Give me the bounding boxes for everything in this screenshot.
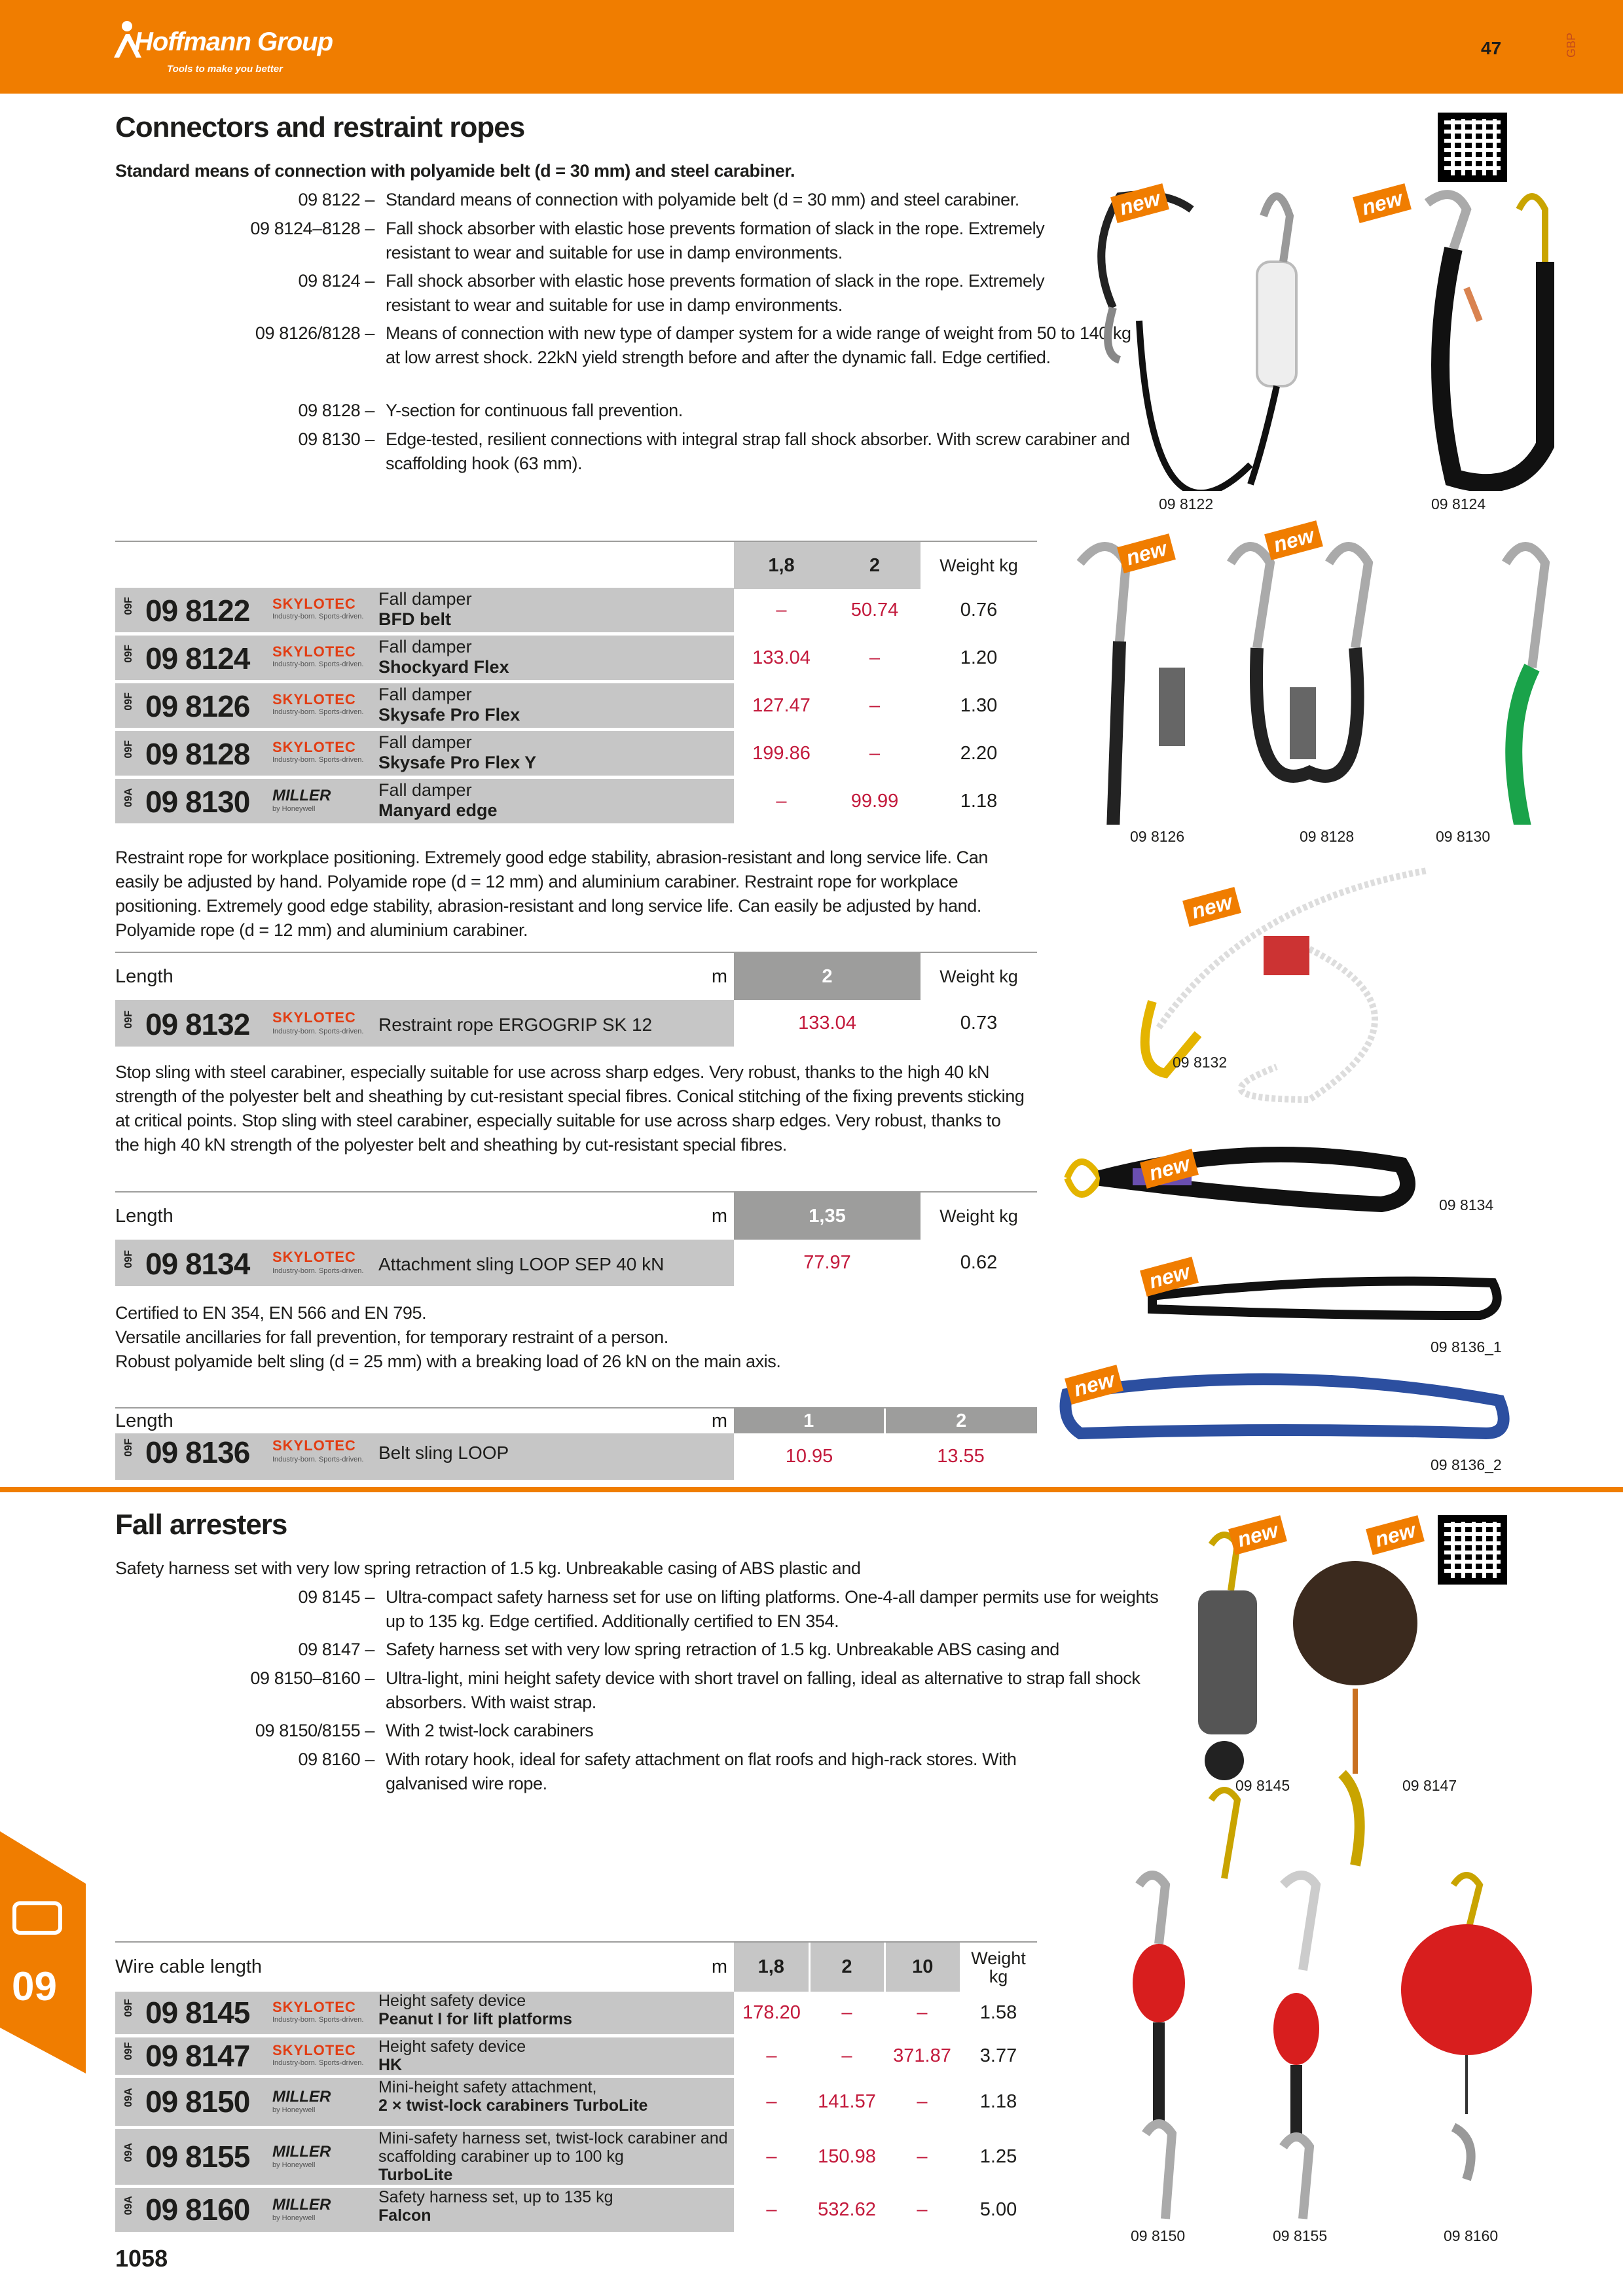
- product-table-restraint: [115, 953, 1037, 1048]
- item-text: With 2 twist-lock carabiners: [386, 1721, 594, 1740]
- article-number: 09 8128: [145, 737, 250, 771]
- product-description: Mini-safety harness set, twist-lock carabiner and scaffolding carabiner up to 100 kg TurboLite: [378, 2129, 728, 2184]
- brand-name: Hoffmann Group: [134, 27, 333, 56]
- product-image-restraint-rope: [1113, 851, 1506, 1113]
- price: –: [766, 2199, 777, 2220]
- col-label: Length: [115, 1205, 173, 1227]
- product-description: Fall damper BFD belt: [378, 589, 472, 629]
- region-code: 09F: [123, 692, 134, 711]
- brand-logo: MILLER: [272, 2087, 331, 2106]
- price: –: [917, 2199, 928, 2220]
- region-code: 09F: [123, 740, 134, 759]
- col-header-weight: Weight kg: [939, 556, 1018, 575]
- image-caption: 09 8128: [1300, 828, 1355, 845]
- brand-block: [272, 787, 331, 813]
- product-description: Fall damper Skysafe Pro Flex: [378, 685, 520, 725]
- product-description: Fall damper Shockyard Flex: [378, 637, 509, 677]
- image-caption: 09 8150: [1131, 2227, 1186, 2244]
- product-image-attachment-sling: [1054, 1139, 1421, 1224]
- brand-block: [272, 739, 363, 764]
- stop-sling-text: Stop sling with steel carabiner, especially suitable for use across sharp edges. Very robust, thanks to the high 40 kN strength of the polyester belt and sheathing by cut-resistant special fibres. Conical stitching of the fixing prevents sticking at critical points. Stop sling with steel carabiner, especially suitable for use across sharp edges. Very robust, thanks to the high 40 kN strength of the polyester belt and sheathing by cut-resistant special fibres.: [115, 1062, 1025, 1155]
- article-number: 09 8145: [145, 1995, 250, 2030]
- region-code: 09F: [123, 1250, 134, 1268]
- item-text: Ultra-compact safety harness set for use on lifting platforms. One-4-all damper permits use for weights up to 135 kg. Edge certified. Additionally certified to EN 354.: [386, 1587, 1159, 1631]
- product-table-connectors: [115, 542, 1037, 589]
- price: 10.95: [734, 1433, 884, 1480]
- image-caption: 09 8147: [1402, 1777, 1457, 1794]
- item-code: 09 8160 –: [298, 1749, 374, 1769]
- belt-sling-text: [115, 1301, 1032, 1374]
- col-header: 10: [884, 1943, 960, 1992]
- new-badge: new: [1140, 1149, 1199, 1189]
- brand-logo: SKYLOTEC: [272, 1437, 356, 1454]
- col-label: Length: [115, 1410, 173, 1431]
- weight: 1.20: [960, 647, 998, 668]
- article-number: 09 8122: [145, 594, 250, 628]
- weight: 5.00: [979, 2199, 1017, 2220]
- price: 150.98: [818, 2146, 876, 2167]
- product-image-height-devices: [1159, 1525, 1421, 1892]
- price: 99.99: [850, 791, 899, 812]
- table-row: [115, 2078, 1037, 2128]
- brand-sub: by Honeywell: [272, 2161, 316, 2169]
- article-number: 09 8150: [145, 2084, 250, 2119]
- col-header: 2: [734, 953, 921, 1000]
- col-header-weight: Weight kg: [971, 1948, 1026, 1986]
- brand-tagline: Tools to make you better: [167, 63, 283, 75]
- region-code: 09F: [123, 1011, 134, 1029]
- brand-logo: SKYLOTEC: [272, 1249, 356, 1265]
- weight: 0.62: [921, 1240, 1037, 1287]
- section-intro: Safety harness set with very low spring retraction of 1.5 kg. Unbreakable casing of ABS plastic and: [115, 1558, 861, 1578]
- table-row: [115, 683, 1037, 729]
- new-badge: new: [1110, 183, 1169, 223]
- table-row: [115, 636, 1037, 681]
- product-description: Height safety device Peanut I for lift platforms: [378, 1992, 572, 2028]
- locale-label: GBP: [1565, 32, 1578, 58]
- text-line: Robust polyamide belt sling (d = 25 mm) with a breaking load of 26 kN on the main axis.: [115, 1352, 781, 1371]
- product-description: Height safety device HK: [378, 2037, 526, 2074]
- product-description: Mini-height safety attachment, 2 × twist-lock carabiners TurboLite: [378, 2078, 648, 2115]
- item-code: 09 8128 –: [298, 401, 374, 420]
- product-table-belt: [115, 1408, 1037, 1481]
- item-code: 09 8147 –: [298, 1640, 374, 1659]
- new-badge: new: [1366, 1515, 1425, 1555]
- product-image-mini-devices: [1113, 1865, 1604, 2232]
- item-code: 09 8126/8128 –: [255, 323, 374, 343]
- item-text: Standard means of connection with polyamide belt (d = 30 mm) and steel carabiner.: [386, 190, 1019, 209]
- item-code: 09 8150–8160 –: [250, 1668, 374, 1688]
- product-image-dampers: [1054, 537, 1617, 825]
- brand-block: [272, 2143, 331, 2169]
- item-code: 09 8130 –: [298, 429, 374, 449]
- unit-label: m: [711, 965, 727, 987]
- brand-sub: Industry-born. Sports-driven.: [272, 756, 364, 764]
- region-code: 09F: [123, 645, 134, 663]
- region-code: 09F: [123, 597, 134, 615]
- region-code: 09A: [123, 788, 134, 808]
- price: –: [841, 2002, 852, 2023]
- article-number: 09 8136: [145, 1435, 250, 1469]
- item-text: With rotary hook, ideal for safety attachment on flat roofs and high-rack stores. With galvanised wire rope.: [386, 1749, 1017, 1793]
- brand-sub: Industry-born. Sports-driven.: [272, 613, 364, 620]
- price: 50.74: [850, 600, 899, 620]
- image-caption: 09 8132: [1173, 1054, 1228, 1071]
- product-description: Attachment sling LOOP SEP 40 kN: [378, 1254, 665, 1274]
- article-number: 09 8134: [145, 1247, 250, 1281]
- table-row: [115, 2037, 1037, 2077]
- col-header: 1,8: [734, 1943, 809, 1992]
- image-caption: 09 8136_2: [1431, 1456, 1502, 1473]
- region-code: 09F: [123, 1998, 134, 2017]
- brand-sub: by Honeywell: [272, 2214, 316, 2222]
- weight: 1.30: [960, 695, 998, 716]
- product-table-fall-arresters: [115, 1943, 1037, 1992]
- brand-sub: Industry-born. Sports-driven.: [272, 1028, 364, 1035]
- item-text: Edge-tested, resilient connections with integral strap fall shock absorber. With screw carabiner and scaffolding hook (63 mm).: [386, 429, 1130, 473]
- section-title-fall-arresters: Fall arresters: [115, 1509, 287, 1541]
- article-number: 09 8160: [145, 2192, 250, 2227]
- brand-sub: by Honeywell: [272, 805, 316, 813]
- brand-sub: Industry-born. Sports-driven.: [272, 660, 364, 668]
- price: –: [776, 791, 787, 812]
- qr-code-icon[interactable]: [1438, 1515, 1507, 1585]
- brand-block: [272, 2196, 331, 2222]
- table-row: [115, 1433, 1037, 1480]
- brand-sub: Industry-born. Sports-driven.: [272, 708, 364, 716]
- col-header: 1,8: [734, 542, 829, 589]
- image-caption: 09 8136_1: [1431, 1338, 1502, 1355]
- price: –: [917, 2002, 928, 2023]
- price: 77.97: [734, 1240, 921, 1287]
- col-label: Length: [115, 965, 173, 987]
- table-row: [115, 588, 1037, 634]
- table-row: [115, 1000, 1037, 1047]
- new-badge: new: [1353, 183, 1412, 223]
- region-code: 09A: [123, 2195, 134, 2215]
- brand-block: [272, 643, 363, 668]
- brand-logo: MILLER: [272, 787, 331, 804]
- item-text: Means of connection with new type of damper system for a wide range of weight from 50 to 140 kg at low arrest shock. 22kN yield strength before and after the dynamic fall. Edge certified.: [386, 323, 1131, 367]
- brand-logo: SKYLOTEC: [272, 1009, 356, 1026]
- region-code: 09A: [123, 2142, 134, 2162]
- col-header: 2: [829, 542, 921, 589]
- article-number: 09 8155: [145, 2139, 250, 2174]
- col-header-weight: Weight kg: [939, 1206, 1018, 1226]
- table-row: [115, 1240, 1037, 1287]
- weight: 2.20: [960, 743, 998, 764]
- article-number: 09 8147: [145, 2038, 250, 2073]
- price: –: [917, 2091, 928, 2112]
- brand-sub: Industry-born. Sports-driven.: [272, 2015, 364, 2024]
- item-code: 09 8124–8128 –: [250, 219, 374, 238]
- brand-block: [272, 691, 363, 716]
- text-line: Certified to EN 354, EN 566 and EN 795.: [115, 1303, 427, 1323]
- price: 133.04: [752, 647, 811, 668]
- feature-list: [115, 188, 1131, 476]
- brand-logo: MILLER: [272, 2142, 331, 2161]
- price: 133.04: [734, 1000, 921, 1047]
- image-caption: 09 8124: [1431, 495, 1486, 512]
- weight: 1.18: [960, 791, 998, 812]
- price: 13.55: [884, 1433, 1037, 1480]
- table-row: [115, 731, 1037, 777]
- article-number: 09 8126: [145, 689, 250, 723]
- footer-page-number: 1058: [115, 2245, 168, 2272]
- brand-logo: SKYLOTEC: [272, 691, 356, 708]
- brand-block: [272, 1999, 363, 2024]
- table-row: [115, 779, 1037, 825]
- text-line: Versatile ancillaries for fall prevention, for temporary restraint of a person.: [115, 1327, 668, 1347]
- image-caption: 09 8155: [1273, 2227, 1328, 2244]
- col-header: 2: [809, 1943, 884, 1992]
- col-header: 1: [734, 1408, 884, 1433]
- price: –: [869, 695, 881, 716]
- brand-logo: SKYLOTEC: [272, 739, 356, 755]
- brand-logo: MILLER: [272, 2195, 331, 2214]
- weight: 1.25: [979, 2146, 1017, 2167]
- weight: 3.77: [979, 2045, 1017, 2066]
- chapter-number: 09: [12, 1964, 57, 2009]
- item-text: Y-section for continuous fall prevention.: [386, 401, 683, 420]
- section-separator: [0, 1487, 1623, 1492]
- weight: 1.58: [979, 2002, 1017, 2023]
- table-row: [115, 1992, 1037, 2036]
- new-badge: new: [1264, 520, 1323, 560]
- image-caption: 09 8122: [1159, 495, 1214, 512]
- brand-block: [272, 2088, 331, 2114]
- brand-block: [272, 2042, 363, 2067]
- col-header: 1,35: [734, 1193, 921, 1240]
- brand-sub: Industry-born. Sports-driven.: [272, 1456, 364, 1463]
- item-code: 09 8124 –: [298, 271, 374, 291]
- page-number: 47: [1481, 38, 1502, 58]
- price: –: [917, 2146, 928, 2167]
- item-text: Safety harness set with very low spring retraction of 1.5 kg. Unbreakable ABS casing and: [386, 1640, 1059, 1659]
- region-code: 09A: [123, 2087, 134, 2107]
- price: –: [766, 2045, 777, 2066]
- price: 532.62: [818, 2199, 876, 2220]
- price: 371.87: [893, 2045, 951, 2066]
- unit-label: m: [711, 1410, 727, 1431]
- brand-sub: by Honeywell: [272, 2106, 316, 2114]
- product-table-sling: [115, 1193, 1037, 1287]
- unit-label: m: [711, 1956, 727, 1977]
- price: 127.47: [752, 695, 811, 716]
- image-caption: 09 8134: [1439, 1196, 1494, 1213]
- new-badge: new: [1182, 887, 1241, 927]
- unit-label: m: [711, 1205, 727, 1227]
- table-row: [115, 2188, 1037, 2234]
- new-badge: new: [1228, 1515, 1287, 1555]
- product-image-lanyards: [1061, 170, 1617, 491]
- brand-block: [272, 596, 363, 620]
- image-caption: 09 8126: [1130, 828, 1185, 845]
- section-title-connectors: Connectors and restraint ropes: [115, 111, 525, 143]
- brand-logo: SKYLOTEC: [272, 2041, 356, 2058]
- region-code: 09F: [123, 1439, 134, 1457]
- image-caption: 09 8145: [1235, 1777, 1290, 1794]
- item-code: 09 8122 –: [298, 190, 374, 209]
- item-code: 09 8150/8155 –: [255, 1721, 374, 1740]
- item-text: Fall shock absorber with elastic hose prevents formation of slack in the rope. Extremely resistant to wear and suitable for use in damp environments.: [386, 271, 1045, 315]
- weight: 1.18: [979, 2091, 1017, 2112]
- table-row: [115, 2129, 1037, 2187]
- price: –: [841, 2045, 852, 2066]
- price: –: [869, 743, 881, 764]
- section-intro: Standard means of connection with polyamide belt (d = 30 mm) and steel carabiner.: [115, 161, 795, 181]
- price: 199.86: [752, 743, 811, 764]
- article-number: 09 8124: [145, 641, 250, 675]
- product-description: Fall damper Manyard edge: [378, 780, 498, 820]
- new-badge: new: [1065, 1365, 1123, 1405]
- item-text: Ultra-light, mini height safety device with short travel on falling, ideal as alternative to strap fall shock absorbers. With waist strap.: [386, 1668, 1140, 1712]
- brand-logo: SKYLOTEC: [272, 1998, 356, 2015]
- brand-sub: Industry-born. Sports-driven.: [272, 1267, 364, 1275]
- chapter-tab: [0, 1831, 86, 2073]
- restraint-rope-text: Restraint rope for workplace positioning. Extremely good edge stability, abrasion-resistant and long service life. Can easily be adjusted by hand. Polyamide rope (d = 12 mm) and aluminium carabiner. Restraint rope for workplace positioning. Extremely good edge stability, abrasion-resistant and long service life. Can easily be adjusted by hand. Polyamide rope (d = 12 mm) and aluminium carabiner.: [115, 848, 989, 940]
- weight: 0.73: [921, 1000, 1037, 1047]
- product-description: Fall damper Skysafe Pro Flex Y: [378, 732, 537, 772]
- weight: 0.76: [960, 600, 998, 620]
- region-code: 09F: [123, 2041, 134, 2060]
- col-header-weight: Weight kg: [939, 967, 1018, 986]
- product-description: Safety harness set, up to 135 kg Falcon: [378, 2188, 613, 2225]
- price: –: [766, 2091, 777, 2112]
- brand-logo: SKYLOTEC: [272, 596, 356, 612]
- price: –: [869, 647, 881, 668]
- brand-sub: Industry-born. Sports-driven.: [272, 2058, 364, 2067]
- col-label: Wire cable length: [115, 1956, 263, 1977]
- new-badge: new: [1140, 1257, 1199, 1297]
- article-number: 09 8132: [145, 1007, 250, 1041]
- product-image-belt-sling-2: [1054, 1361, 1512, 1446]
- price: 178.20: [742, 2002, 801, 2023]
- price: –: [766, 2146, 777, 2167]
- image-caption: 09 8160: [1444, 2227, 1499, 2244]
- feature-list: [115, 1585, 1159, 1808]
- brand-logo: SKYLOTEC: [272, 643, 356, 660]
- col-header: 2: [884, 1408, 1037, 1433]
- product-description: Restraint rope ERGOGRIP SK 12: [378, 1014, 653, 1035]
- product-description: Belt sling LOOP: [378, 1443, 509, 1463]
- item-text: Fall shock absorber with elastic hose prevents formation of slack in the rope. Extremely resistant to wear and suitable for use in damp environments.: [386, 219, 1045, 262]
- item-code: 09 8145 –: [298, 1587, 374, 1607]
- article-number: 09 8130: [145, 785, 250, 819]
- new-badge: new: [1117, 533, 1176, 573]
- price: 141.57: [818, 2091, 876, 2112]
- image-caption: 09 8130: [1436, 828, 1491, 845]
- price: –: [776, 600, 787, 620]
